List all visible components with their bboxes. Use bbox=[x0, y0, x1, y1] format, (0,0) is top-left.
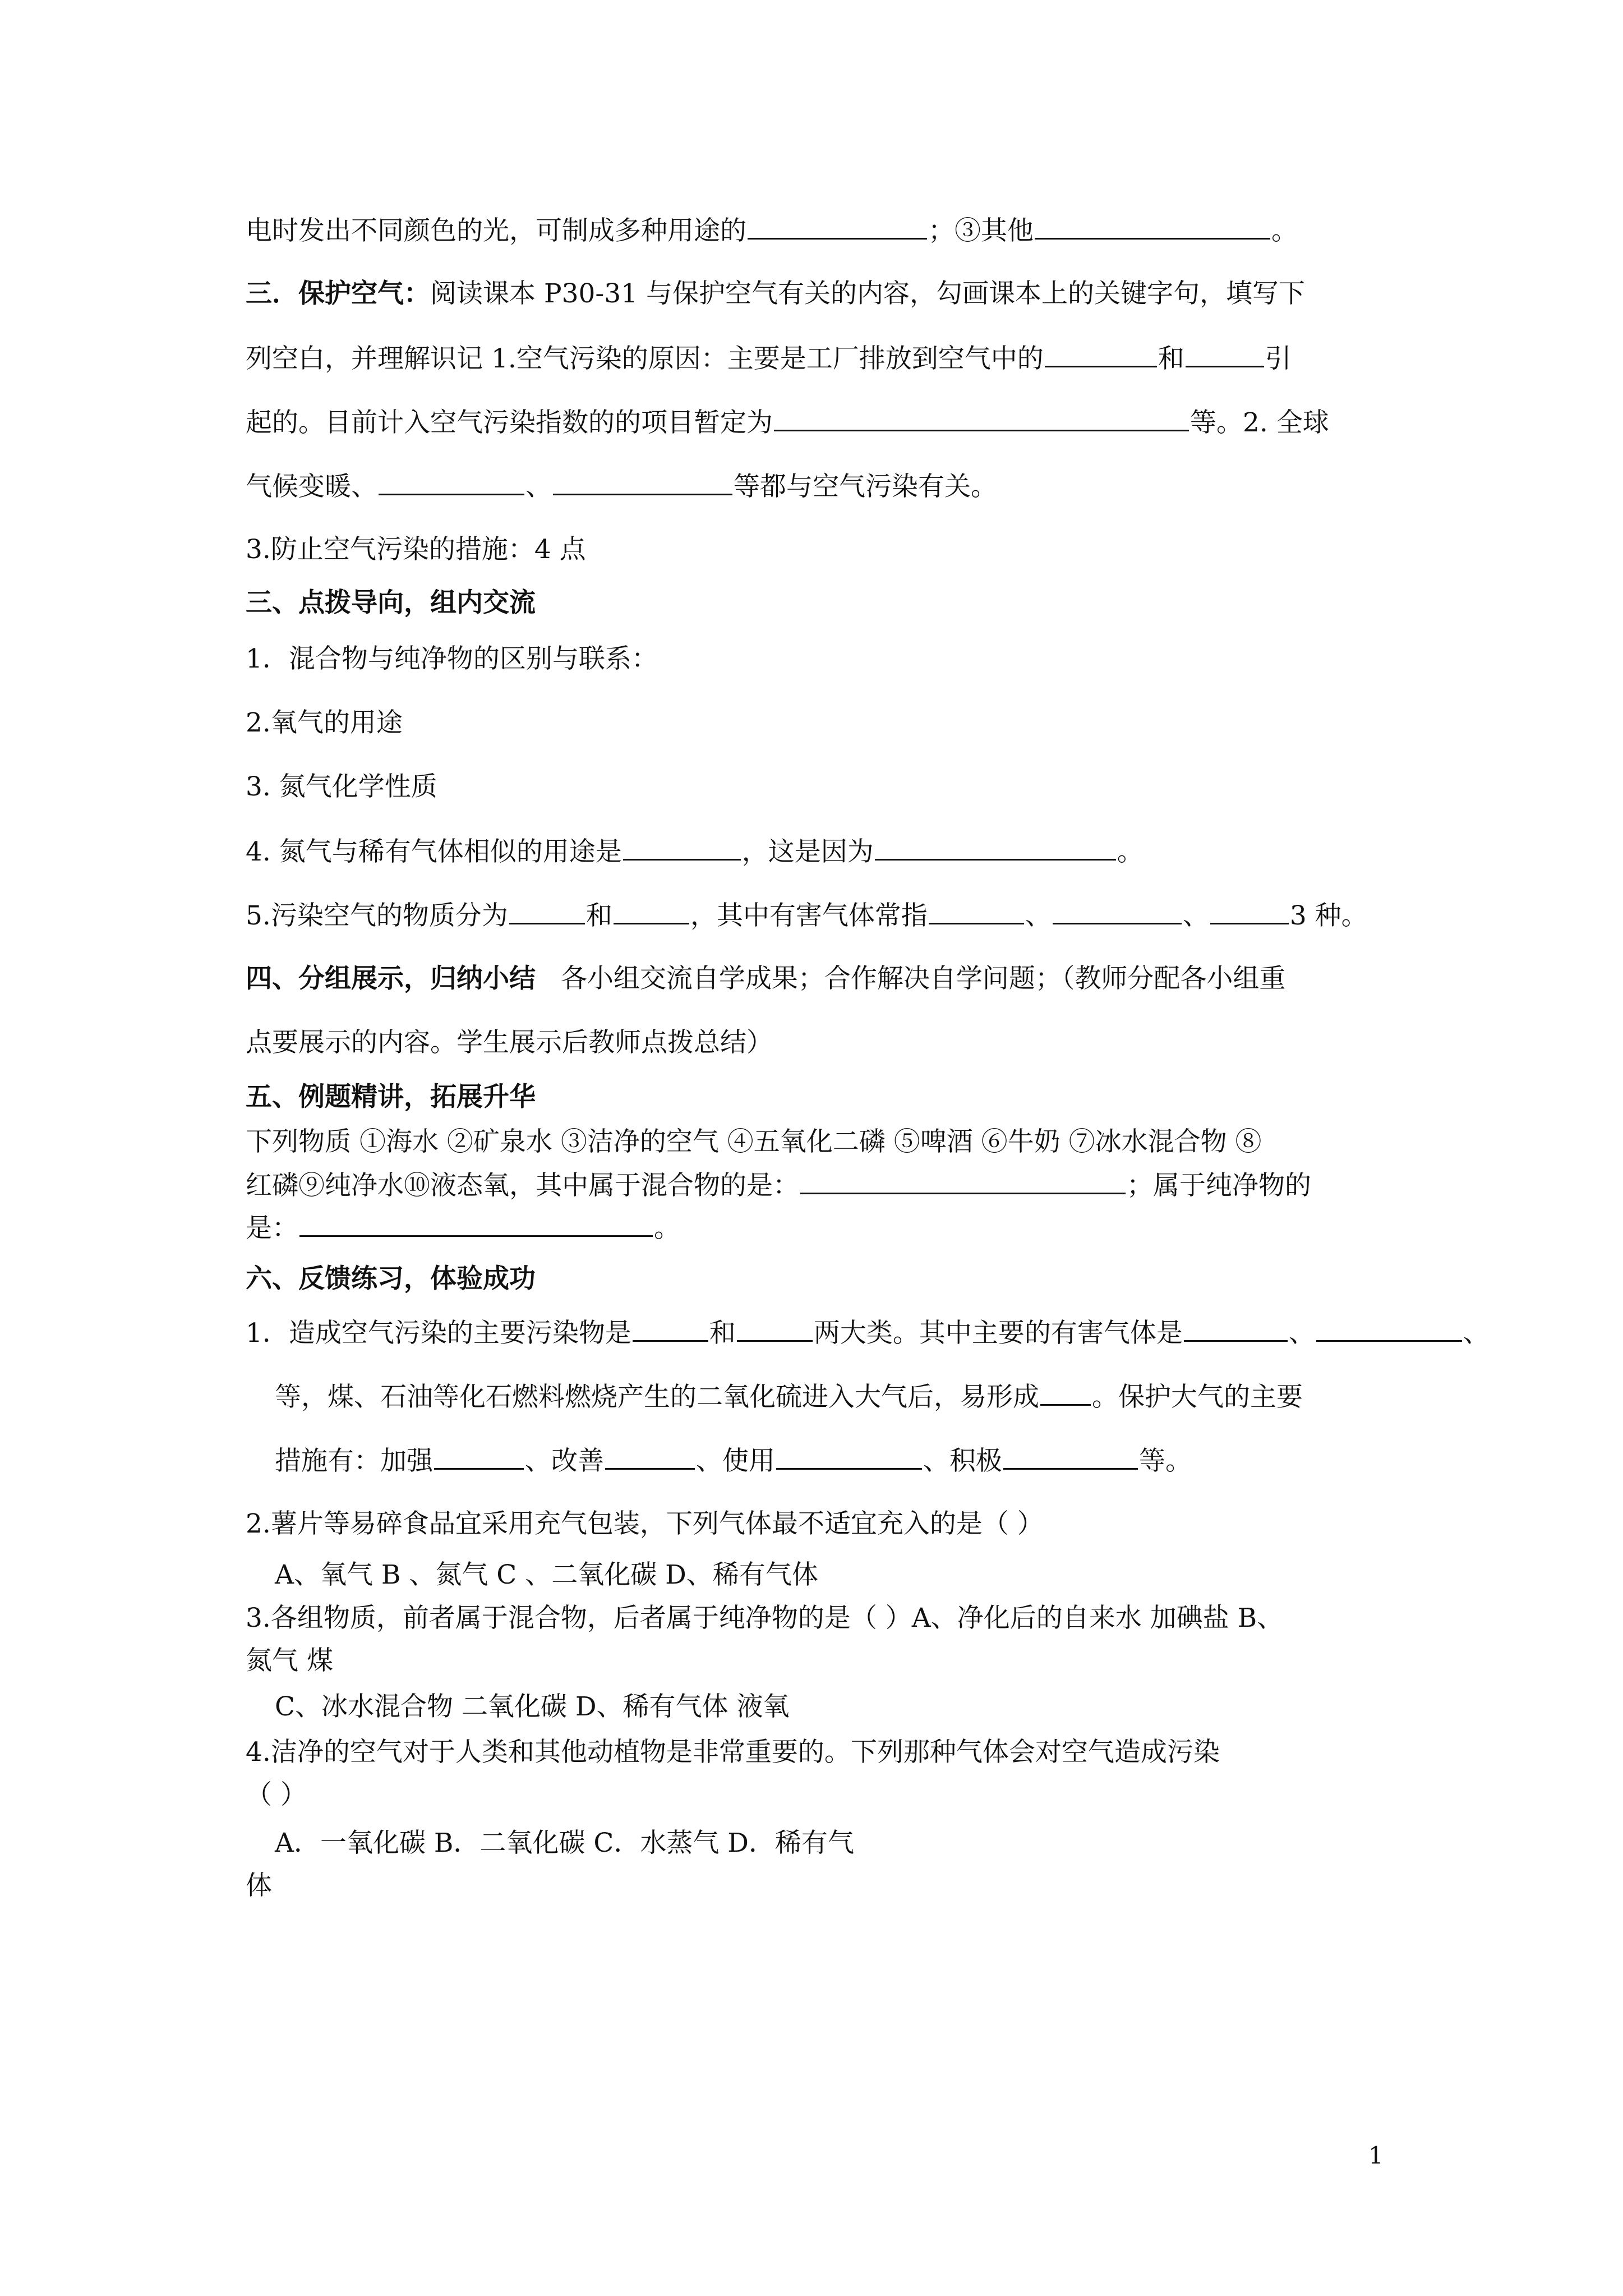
text: 、改善 bbox=[525, 1446, 604, 1476]
text: 和 bbox=[709, 1318, 736, 1349]
text: 、 bbox=[1288, 1318, 1315, 1349]
fill-blank[interactable] bbox=[299, 1211, 653, 1237]
text: 、 bbox=[1463, 1318, 1490, 1349]
text-line bbox=[246, 1211, 680, 1245]
text: 。 bbox=[1117, 836, 1144, 867]
question bbox=[275, 1443, 1192, 1478]
text: 、 bbox=[525, 471, 552, 502]
fill-blank[interactable] bbox=[1184, 1315, 1288, 1342]
text: 等。2. 全球 bbox=[1190, 407, 1329, 438]
section-heading: 三．保护空气： bbox=[246, 278, 430, 309]
fill-blank[interactable] bbox=[1035, 213, 1270, 240]
text-line bbox=[246, 469, 997, 504]
text: 、 bbox=[1025, 900, 1052, 931]
text-line: 3.防止空气污染的措施：4 点 bbox=[246, 534, 586, 565]
text-line bbox=[246, 341, 1292, 376]
fill-blank[interactable] bbox=[379, 469, 524, 495]
text-line: （ ） bbox=[246, 1779, 307, 1810]
section-heading: 四、分组展示，归纳小结 bbox=[246, 963, 536, 994]
text: 等，煤、石油等化石燃料燃烧产生的二氧化硫进入大气后，易形成 bbox=[275, 1382, 1039, 1412]
text: 、 bbox=[1182, 900, 1209, 931]
fill-blank[interactable] bbox=[623, 834, 741, 861]
text: 。 bbox=[654, 1213, 680, 1244]
fill-blank[interactable] bbox=[633, 1315, 708, 1342]
text: 引 bbox=[1265, 343, 1292, 374]
text: ；属于纯净物的 bbox=[1127, 1170, 1311, 1201]
question: 3. 氮气化学性质 bbox=[246, 771, 437, 802]
text: 两大类。其中主要的有害气体是 bbox=[813, 1318, 1183, 1349]
fill-blank[interactable] bbox=[748, 213, 927, 240]
fill-blank[interactable] bbox=[1053, 898, 1182, 924]
text: 阅读课本 P30-31 与保护空气有关的内容，勾画课本上的关键字句，填写下 bbox=[430, 278, 1305, 309]
question bbox=[275, 1379, 1303, 1414]
answer-options: A、氧气 B 、氮气 C 、二氧化碳 D、稀有气体 bbox=[275, 1559, 818, 1590]
text: 。保护大气的主要 bbox=[1092, 1382, 1303, 1412]
fill-blank[interactable] bbox=[800, 1168, 1126, 1194]
fill-blank[interactable] bbox=[509, 898, 585, 924]
fill-blank[interactable] bbox=[774, 405, 1189, 431]
text: 电时发出不同颜色的光，可制成多种用途的 bbox=[246, 215, 746, 246]
question: 4.洁净的空气对于人类和其他动植物是非常重要的。下列那种气体会对空气造成污染 bbox=[246, 1737, 1220, 1768]
text-line: 点要展示的内容。学生展示后教师点拨总结） bbox=[246, 1027, 773, 1058]
text: 。 bbox=[1271, 215, 1298, 246]
text: 等。 bbox=[1139, 1446, 1192, 1476]
text-line bbox=[246, 213, 1298, 248]
question: 1．混合物与纯净物的区别与联系： bbox=[246, 643, 658, 674]
section-heading: 六、反馈练习，体验成功 bbox=[246, 1263, 536, 1294]
fill-blank[interactable] bbox=[553, 469, 732, 495]
fill-blank[interactable] bbox=[1003, 1443, 1138, 1470]
text: 是： bbox=[246, 1213, 298, 1244]
section-heading: 五、例题精讲，拓展升华 bbox=[246, 1082, 536, 1112]
text: 气候变暖、 bbox=[246, 471, 377, 502]
text: 和 bbox=[1158, 343, 1184, 374]
fill-blank[interactable] bbox=[614, 898, 689, 924]
text: 红磷⑨纯净水⑩液态氧，其中属于混合物的是： bbox=[246, 1170, 799, 1201]
fill-blank[interactable] bbox=[737, 1315, 813, 1342]
fill-blank[interactable] bbox=[776, 1443, 922, 1470]
text: 起的。目前计入空气污染指数的的项目暂定为 bbox=[246, 407, 773, 438]
text: 措施有：加强 bbox=[275, 1446, 433, 1476]
fill-blank[interactable] bbox=[1186, 341, 1264, 367]
fill-blank[interactable] bbox=[1210, 898, 1289, 924]
page-number: 1 bbox=[1368, 2142, 1384, 2169]
answer-options: C、冰水混合物 二氧化碳 D、稀有气体 液氧 bbox=[275, 1691, 790, 1722]
fill-blank[interactable] bbox=[605, 1443, 695, 1470]
question bbox=[246, 1315, 1490, 1350]
text-line: 下列物质 ①海水 ②矿泉水 ③洁净的空气 ④五氧化二磷 ⑤啤酒 ⑥牛奶 ⑦冰水混合物 ⑧ bbox=[246, 1126, 1262, 1157]
text: 、使用 bbox=[696, 1446, 775, 1476]
text-line: 体 bbox=[246, 1870, 272, 1901]
fill-blank[interactable] bbox=[1040, 1379, 1091, 1406]
fill-blank[interactable] bbox=[434, 1443, 524, 1470]
text-line bbox=[246, 277, 1305, 311]
text: ；③其他 bbox=[928, 215, 1034, 246]
text: 5.污染空气的物质分为 bbox=[246, 900, 508, 931]
question: 3.各组物质，前者属于混合物，后者属于纯净物的是（ ）A、净化后的自来水 加碘盐 B、 bbox=[246, 1603, 1284, 1634]
text: 、积极 bbox=[923, 1446, 1002, 1476]
text: ，其中有害气体常指 bbox=[690, 900, 928, 931]
text: 3 种。 bbox=[1289, 900, 1368, 931]
section-heading: 三、点拨导向，组内交流 bbox=[246, 587, 536, 618]
question bbox=[246, 898, 1368, 933]
question bbox=[246, 834, 1144, 869]
text: 和 bbox=[585, 900, 612, 931]
text-line: 氮气 煤 bbox=[246, 1645, 333, 1676]
text: 各小组交流自学成果；合作解决自学问题；（教师分配各小组重 bbox=[560, 963, 1286, 994]
text: ，这是因为 bbox=[741, 836, 874, 867]
text: 4. 氮气与稀有气体相似的用途是 bbox=[246, 836, 622, 867]
fill-blank[interactable] bbox=[929, 898, 1024, 924]
answer-options: A．一氧化碳 B．二氧化碳 C．水蒸气 D．稀有气 bbox=[275, 1828, 854, 1858]
text-line bbox=[246, 962, 1285, 996]
text: 1．造成空气污染的主要污染物是 bbox=[246, 1318, 631, 1349]
text-line bbox=[246, 1168, 1311, 1203]
question: 2.薯片等易碎食品宜采用充气包装，下列气体最不适宜充入的是（ ） bbox=[246, 1508, 1044, 1539]
fill-blank[interactable] bbox=[1316, 1315, 1462, 1342]
text: 等都与空气污染有关。 bbox=[734, 471, 997, 502]
fill-blank[interactable] bbox=[875, 834, 1116, 861]
question: 2.氧气的用途 bbox=[246, 707, 403, 738]
fill-blank[interactable] bbox=[1045, 341, 1157, 367]
text-line bbox=[246, 405, 1329, 440]
text: 列空白，并理解识记 1.空气污染的原因：主要是工厂排放到空气中的 bbox=[246, 343, 1044, 374]
